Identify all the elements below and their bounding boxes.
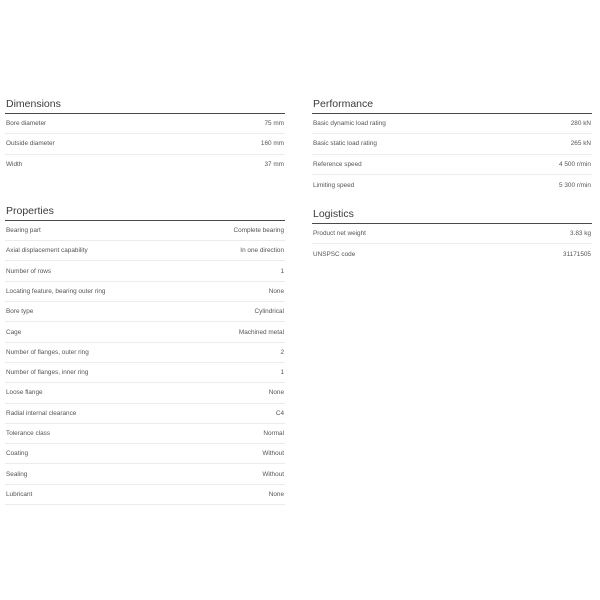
row-value: 4 500 r/min bbox=[559, 160, 591, 168]
properties-section bbox=[5, 202, 285, 505]
properties-row bbox=[5, 485, 285, 505]
row-value: Cylindrical bbox=[254, 308, 284, 316]
row-label: Radial internal clearance bbox=[6, 409, 77, 417]
row-value: 31171505 bbox=[563, 251, 591, 259]
row-value: C4 bbox=[275, 409, 284, 417]
left-column bbox=[5, 95, 285, 515]
row-value: Without bbox=[262, 470, 284, 478]
row-value: 280 kN bbox=[570, 120, 591, 128]
row-value: 5 300 r/min bbox=[559, 181, 591, 189]
properties-row bbox=[5, 302, 285, 322]
performance-row bbox=[312, 155, 592, 175]
row-label: UNSPSC code bbox=[313, 251, 356, 259]
logistics-section bbox=[312, 205, 592, 265]
row-label: Product net weight bbox=[313, 230, 366, 238]
properties-row bbox=[5, 404, 285, 424]
performance-row bbox=[312, 175, 592, 195]
properties-row bbox=[5, 221, 285, 241]
row-value: 160 mm bbox=[260, 140, 284, 148]
properties-row bbox=[5, 424, 285, 444]
performance-row bbox=[312, 114, 592, 134]
row-label: Number of rows bbox=[6, 267, 52, 275]
row-label: Bore type bbox=[6, 308, 34, 316]
dimensions-row bbox=[5, 114, 285, 134]
properties-row bbox=[5, 261, 285, 281]
row-value: Without bbox=[262, 450, 284, 458]
row-label: Axial displacement capability bbox=[6, 247, 88, 255]
row-value: None bbox=[268, 490, 284, 498]
performance-title: Performance bbox=[312, 95, 592, 114]
logistics-title: Logistics bbox=[312, 205, 592, 224]
row-value: In one direction bbox=[240, 247, 284, 255]
row-label: Reference speed bbox=[313, 160, 362, 168]
row-label: Bore diameter bbox=[6, 120, 47, 128]
row-label: Loose flange bbox=[6, 389, 43, 397]
logistics-row bbox=[312, 224, 592, 244]
logistics-row bbox=[312, 244, 592, 264]
row-value: 1 bbox=[280, 267, 284, 275]
row-label: Locating feature, bearing outer ring bbox=[6, 287, 106, 295]
row-value: None bbox=[268, 389, 284, 397]
row-value: Complete bearing bbox=[233, 227, 284, 235]
row-value: Normal bbox=[263, 430, 284, 437]
dimensions-title: Dimensions bbox=[5, 95, 285, 114]
properties-row bbox=[5, 383, 285, 403]
row-value: 265 kN bbox=[570, 140, 591, 148]
properties-row bbox=[5, 363, 285, 383]
row-label: Limiting speed bbox=[313, 181, 355, 189]
row-label: Basic dynamic load rating bbox=[313, 120, 386, 128]
row-value: Machined metal bbox=[238, 328, 284, 336]
row-value: 2 bbox=[280, 348, 284, 356]
right-column bbox=[312, 95, 592, 275]
row-value: 37 mm bbox=[264, 161, 284, 169]
dimensions-section bbox=[5, 95, 285, 175]
properties-row bbox=[5, 282, 285, 302]
row-label: Coating bbox=[6, 450, 29, 458]
performance-row bbox=[312, 134, 592, 154]
row-label: Cage bbox=[6, 328, 22, 336]
dimensions-row bbox=[5, 134, 285, 154]
row-label: Number of flanges, inner ring bbox=[6, 369, 89, 377]
dimensions-row bbox=[5, 155, 285, 175]
row-label: Lubricant bbox=[6, 490, 33, 498]
row-value: 75 mm bbox=[264, 120, 284, 128]
row-label: Tolerance class bbox=[6, 430, 51, 437]
row-value: None bbox=[268, 287, 284, 295]
properties-row bbox=[5, 241, 285, 261]
row-label: Width bbox=[6, 161, 23, 169]
properties-row bbox=[5, 322, 285, 342]
performance-section bbox=[312, 95, 592, 195]
properties-row bbox=[5, 464, 285, 484]
row-label: Bearing part bbox=[6, 227, 41, 235]
row-label: Sealing bbox=[6, 470, 28, 478]
properties-row bbox=[5, 343, 285, 363]
row-label: Number of flanges, outer ring bbox=[6, 348, 89, 356]
properties-title: Properties bbox=[5, 202, 285, 221]
properties-row bbox=[5, 444, 285, 464]
row-label: Basic static load rating bbox=[313, 140, 377, 148]
row-value: 3.83 kg bbox=[570, 230, 591, 238]
row-value: 1 bbox=[280, 369, 284, 377]
row-label: Outside diameter bbox=[6, 140, 55, 148]
